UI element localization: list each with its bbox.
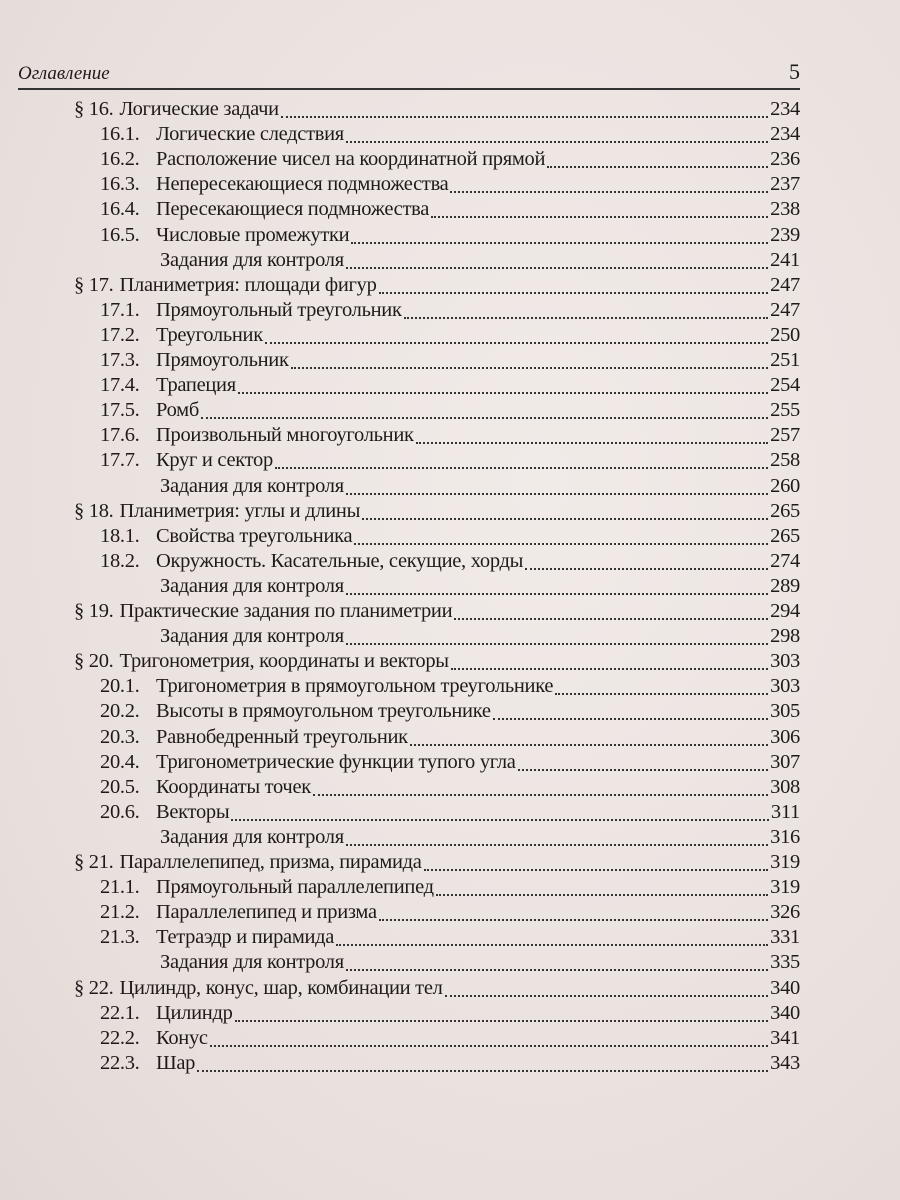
toc-entry-title: Практические задания по планиметрии	[119, 600, 453, 622]
dot-leader	[346, 844, 768, 846]
toc-entry-page: 236	[770, 148, 800, 171]
dot-leader	[351, 242, 768, 244]
dot-leader	[201, 417, 768, 419]
toc-entry-page: 294	[770, 600, 800, 622]
toc-entry-number: 16.1.	[100, 123, 140, 146]
toc-entry	[74, 500, 800, 526]
toc-entry-title: Свойства треугольника	[156, 524, 353, 547]
toc-entry	[100, 525, 800, 551]
dot-leader	[404, 317, 769, 319]
toc-entry-number: 20.2.	[100, 700, 140, 723]
toc-entry-page: 331	[770, 926, 800, 949]
toc-entry	[74, 851, 800, 877]
toc-entry-page: 265	[770, 499, 800, 522]
toc-entry-page: 308	[770, 775, 800, 798]
toc-entry-number: § 19.	[74, 600, 114, 622]
toc-entry-page: 255	[770, 399, 800, 422]
toc-entry-page: 316	[770, 825, 800, 848]
dot-leader	[436, 894, 768, 896]
dot-leader	[493, 718, 768, 720]
toc-entry	[74, 650, 800, 676]
toc-entry-title: Высоты в прямоугольном треугольнике	[156, 700, 491, 723]
toc-entry-title: Параллелепипед, призма, пирамида	[119, 851, 422, 873]
toc-entry-title: Планиметрия: площади фигур	[119, 273, 377, 296]
toc-entry-number: 17.2.	[100, 323, 140, 346]
toc-entry-title: Координаты точек	[156, 775, 311, 798]
toc-entry-number: 20.1.	[100, 675, 140, 698]
toc-entry-title: Цилиндр	[156, 1001, 233, 1024]
toc-entry	[100, 374, 800, 400]
toc-entry-page: 298	[770, 625, 800, 648]
dot-leader	[346, 969, 768, 971]
toc-entry	[100, 901, 800, 927]
toc-entry-number: 22.3.	[100, 1051, 140, 1074]
dot-leader	[346, 141, 768, 143]
toc-entry-page: 257	[770, 424, 800, 447]
dot-leader	[231, 819, 769, 821]
toc-entry-title: Задания для контроля	[160, 825, 344, 848]
dot-leader	[362, 518, 768, 520]
dot-leader	[450, 191, 768, 193]
toc-entry-number: 22.2.	[100, 1026, 140, 1049]
toc-entry-title: Шар	[156, 1051, 196, 1074]
toc-entry-page: 326	[770, 901, 800, 924]
toc-entry-number: 16.2.	[100, 148, 140, 171]
toc-entry-title: Задания для контроля	[160, 625, 344, 648]
toc-entry	[100, 675, 800, 701]
toc-entry-title: Прямоугольный параллелепипед	[156, 876, 434, 899]
toc-entry-number: 17.4.	[100, 374, 140, 397]
toc-entry-title: Треугольник	[156, 323, 263, 346]
toc-entry-title: Логические следствия	[156, 123, 344, 146]
toc-entry-title: Тригонометрические функции тупого угла	[156, 750, 516, 773]
dot-leader	[281, 116, 768, 118]
dot-leader	[424, 869, 769, 871]
toc-entry	[100, 751, 800, 777]
toc-entry-page: 258	[770, 449, 800, 472]
dot-leader	[346, 267, 768, 269]
dot-leader	[410, 744, 768, 746]
toc-entry-number: 18.2.	[100, 549, 140, 572]
toc-entry	[74, 274, 800, 300]
toc-entry-page: 265	[770, 524, 800, 547]
toc-entry-number: 20.5.	[100, 775, 140, 798]
toc-entry-number: 16.4.	[100, 198, 140, 221]
toc-entry	[100, 324, 800, 350]
toc-entry	[100, 173, 800, 199]
toc-entry-page: 234	[770, 123, 800, 146]
header-title: Оглавление	[18, 63, 110, 84]
toc-entry-page: 340	[770, 1001, 800, 1024]
toc-entry-page: 303	[770, 650, 800, 673]
dot-leader	[431, 216, 768, 218]
toc-entry-page: 274	[770, 549, 800, 572]
dot-leader	[197, 1070, 768, 1072]
toc-entry-number: 17.5.	[100, 399, 140, 422]
toc-entry-title: Произвольный многоугольник	[156, 424, 414, 447]
dot-leader	[313, 794, 768, 796]
toc-entry	[74, 600, 800, 626]
toc-entry-page: 237	[770, 173, 800, 196]
dot-leader	[346, 643, 768, 645]
toc-entry-page: 343	[770, 1051, 800, 1074]
toc-entry-page: 260	[770, 474, 800, 497]
toc-entry-number: § 20.	[74, 650, 114, 673]
toc-entry	[100, 801, 800, 827]
toc-entry-number: 21.2.	[100, 901, 140, 924]
toc-entry-number: 18.1.	[100, 524, 140, 547]
running-header	[18, 58, 800, 90]
toc-entry-title: Ромб	[156, 399, 199, 422]
header-page-number: 5	[789, 59, 800, 84]
toc-entry-page: 307	[770, 750, 800, 773]
toc-entry-title: Пересекающиеся подмножества	[156, 198, 430, 221]
dot-leader	[518, 769, 769, 771]
toc-entry	[160, 826, 800, 852]
toc-entry	[100, 424, 800, 450]
dot-leader	[354, 543, 768, 545]
toc-entry-title: Прямоугольный треугольник	[156, 298, 402, 321]
toc-entry-number: 17.6.	[100, 424, 140, 447]
dot-leader	[454, 618, 768, 620]
toc-entry-number: § 22.	[74, 976, 114, 999]
dot-leader	[547, 166, 768, 168]
toc-entry-title: Круг и сектор	[156, 449, 273, 472]
toc-entry	[160, 625, 800, 651]
dot-leader	[210, 1045, 768, 1047]
toc-entry-title: Конус	[156, 1026, 208, 1049]
toc-entry-page: 254	[770, 374, 800, 397]
toc-entry-number: 17.3.	[100, 349, 140, 371]
toc-entry-number: 17.7.	[100, 449, 140, 472]
toc-entry-page: 319	[770, 851, 800, 873]
toc-entry-number: 17.1.	[100, 298, 140, 321]
toc-entry-title: Расположение чисел на координатной прямой	[156, 148, 546, 171]
toc-entry-page: 247	[770, 273, 800, 296]
toc-entry	[100, 776, 800, 802]
toc-entry	[74, 977, 800, 1003]
toc-entry	[100, 550, 800, 576]
toc-entry-page: 306	[770, 725, 800, 748]
toc-entry	[100, 700, 800, 726]
toc-entry	[100, 1002, 800, 1028]
toc-entry-title: Задания для контроля	[160, 574, 344, 597]
dot-leader	[416, 442, 768, 444]
toc-entry-page: 303	[770, 675, 800, 698]
toc-entry-page: 238	[770, 198, 800, 221]
toc-entry-title: Логические задачи	[119, 98, 279, 120]
toc-entry-page: 340	[770, 976, 800, 999]
dot-leader	[379, 919, 768, 921]
toc-entry-title: Тетраэдр и пирамида	[156, 926, 335, 949]
toc-entry-number: 20.4.	[100, 750, 140, 773]
toc-entry-title: Параллелепипед и призма	[156, 901, 377, 924]
toc-entry	[100, 148, 800, 174]
toc-entry-page: 335	[770, 951, 800, 974]
toc-entry-page: 311	[770, 800, 800, 823]
toc-entry	[100, 299, 800, 325]
toc-entry-title: Задания для контроля	[160, 248, 344, 271]
toc-entry-title: Прямоугольник	[156, 349, 289, 371]
toc-entry	[100, 926, 800, 952]
dot-leader	[525, 568, 768, 570]
toc-entry	[160, 249, 800, 275]
dot-leader	[291, 367, 769, 369]
toc-entry	[100, 726, 800, 752]
toc-entry-title: Равнобедренный треугольник	[156, 725, 408, 748]
toc-entry-number: 16.3.	[100, 173, 140, 196]
dot-leader	[235, 1020, 769, 1022]
toc-entry-title: Тригонометрия в прямоугольном треугольнике	[156, 675, 554, 698]
toc-entry-page: 247	[770, 298, 800, 321]
toc-entry-page: 341	[770, 1026, 800, 1049]
toc-entry-title: Векторы	[156, 800, 230, 823]
toc-entry	[100, 449, 800, 475]
toc-entry-number: 21.3.	[100, 926, 140, 949]
toc-entry	[160, 575, 800, 601]
toc-entry	[100, 198, 800, 224]
dot-leader	[265, 342, 768, 344]
toc-entry-title: Трапеция	[156, 374, 236, 397]
toc-entry-number: 20.6.	[100, 800, 140, 823]
dot-leader	[275, 467, 768, 469]
toc-entry	[100, 1027, 800, 1053]
toc-entry	[100, 1052, 800, 1078]
dot-leader	[346, 593, 768, 595]
toc-entry	[100, 123, 800, 149]
toc-entry-number: § 17.	[74, 273, 114, 296]
toc-entry-number: 20.3.	[100, 725, 140, 748]
toc-entry-page: 319	[770, 876, 800, 899]
toc-entry	[100, 399, 800, 425]
toc-entry-number: 16.5.	[100, 223, 140, 246]
toc-entry-page: 289	[770, 574, 800, 597]
toc-entry-number: 21.1.	[100, 876, 140, 899]
dot-leader	[445, 995, 769, 997]
toc-entry-title: Задания для контроля	[160, 951, 344, 974]
toc-entry-number: § 21.	[74, 851, 114, 873]
toc-entry-title: Цилиндр, конус, шар, комбинации тел	[119, 976, 443, 999]
toc-entry-title: Планиметрия: углы и длины	[119, 499, 361, 522]
dot-leader	[336, 944, 768, 946]
dot-leader	[555, 693, 768, 695]
dot-leader	[451, 668, 768, 670]
toc-entry-page: 234	[770, 98, 800, 120]
toc-entry-page: 239	[770, 223, 800, 246]
toc-entry-number: 22.1.	[100, 1001, 140, 1024]
toc-entry-title: Непересекающиеся подмножества	[156, 173, 449, 196]
dot-leader	[238, 392, 768, 394]
toc-entry-number: § 18.	[74, 499, 114, 522]
toc-entry	[160, 475, 800, 501]
toc-entry-title: Задания для контроля	[160, 474, 344, 497]
toc-entry-page: 241	[770, 248, 800, 271]
toc-entry-number: § 16.	[74, 98, 114, 120]
toc-entry-page: 305	[770, 700, 800, 723]
dot-leader	[379, 292, 769, 294]
toc-entry	[100, 876, 800, 902]
toc-entry-title: Окружность. Касательные, секущие, хорды	[156, 549, 524, 572]
toc-entry	[100, 349, 800, 375]
toc-entry-page: 251	[770, 349, 800, 371]
toc-entry	[160, 951, 800, 977]
toc-entry	[74, 98, 800, 124]
toc-entry-title: Числовые промежутки	[156, 223, 350, 246]
toc-entry-title: Тригонометрия, координаты и векторы	[119, 650, 449, 673]
toc-entry-page: 250	[770, 323, 800, 346]
dot-leader	[346, 493, 768, 495]
toc-entry	[100, 224, 800, 250]
